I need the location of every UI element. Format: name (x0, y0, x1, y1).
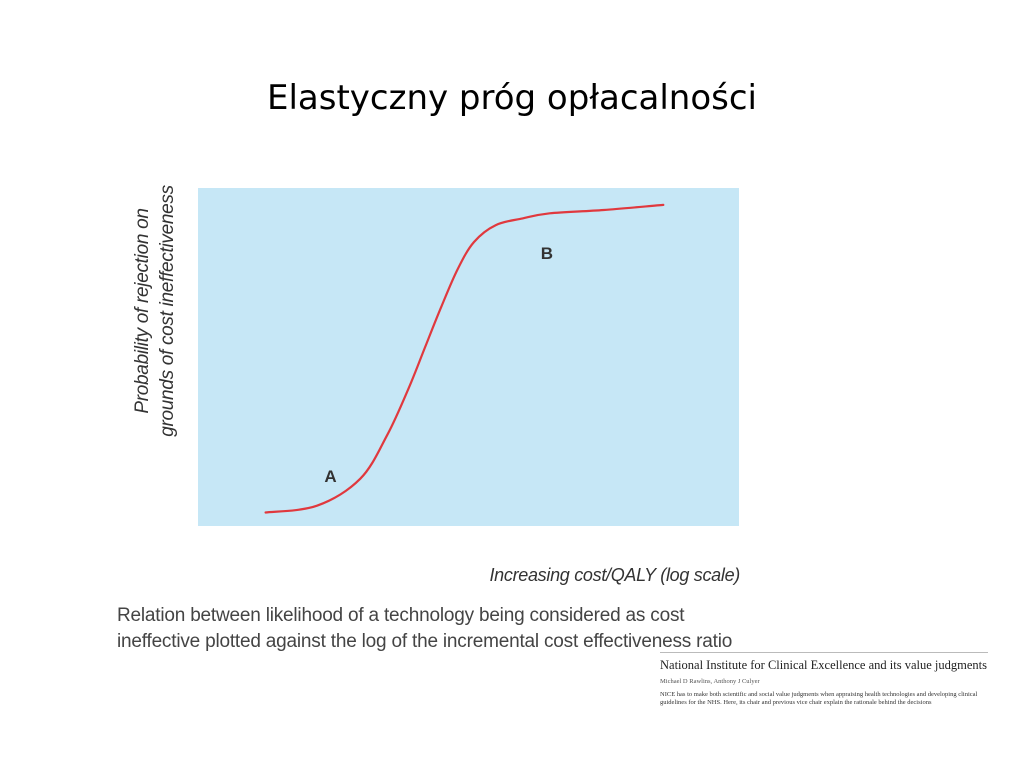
annotation-a: A (324, 467, 337, 487)
figure-caption: Relation between likelihood of a technology being considered as cost ineffective plotted against the log of the incremental cost effectiveness ratio (117, 605, 733, 652)
plot-area (198, 188, 739, 526)
citation-title: National Institute for Clinical Excellence and its value judgments (660, 658, 987, 672)
citation-box (660, 652, 988, 707)
citation-authors: Michael D Rawlins, Anthony J Culyer (660, 678, 760, 685)
slide-title: Elastyczny próg opłacalności (266, 78, 757, 118)
y-axis-label: Probability of rejection on grounds of cost ineffectiveness (132, 185, 178, 437)
citation-abstract: NICE has to make both scientific and social value judgments when appraising health technologies and developing clinical guidelines for the NHS. Here, its chair and previous vice chair explain the rationale behind the decisions (660, 691, 978, 706)
x-axis-label: Increasing cost/QALY (log scale) (489, 565, 740, 585)
annotation-b: B (540, 243, 554, 263)
